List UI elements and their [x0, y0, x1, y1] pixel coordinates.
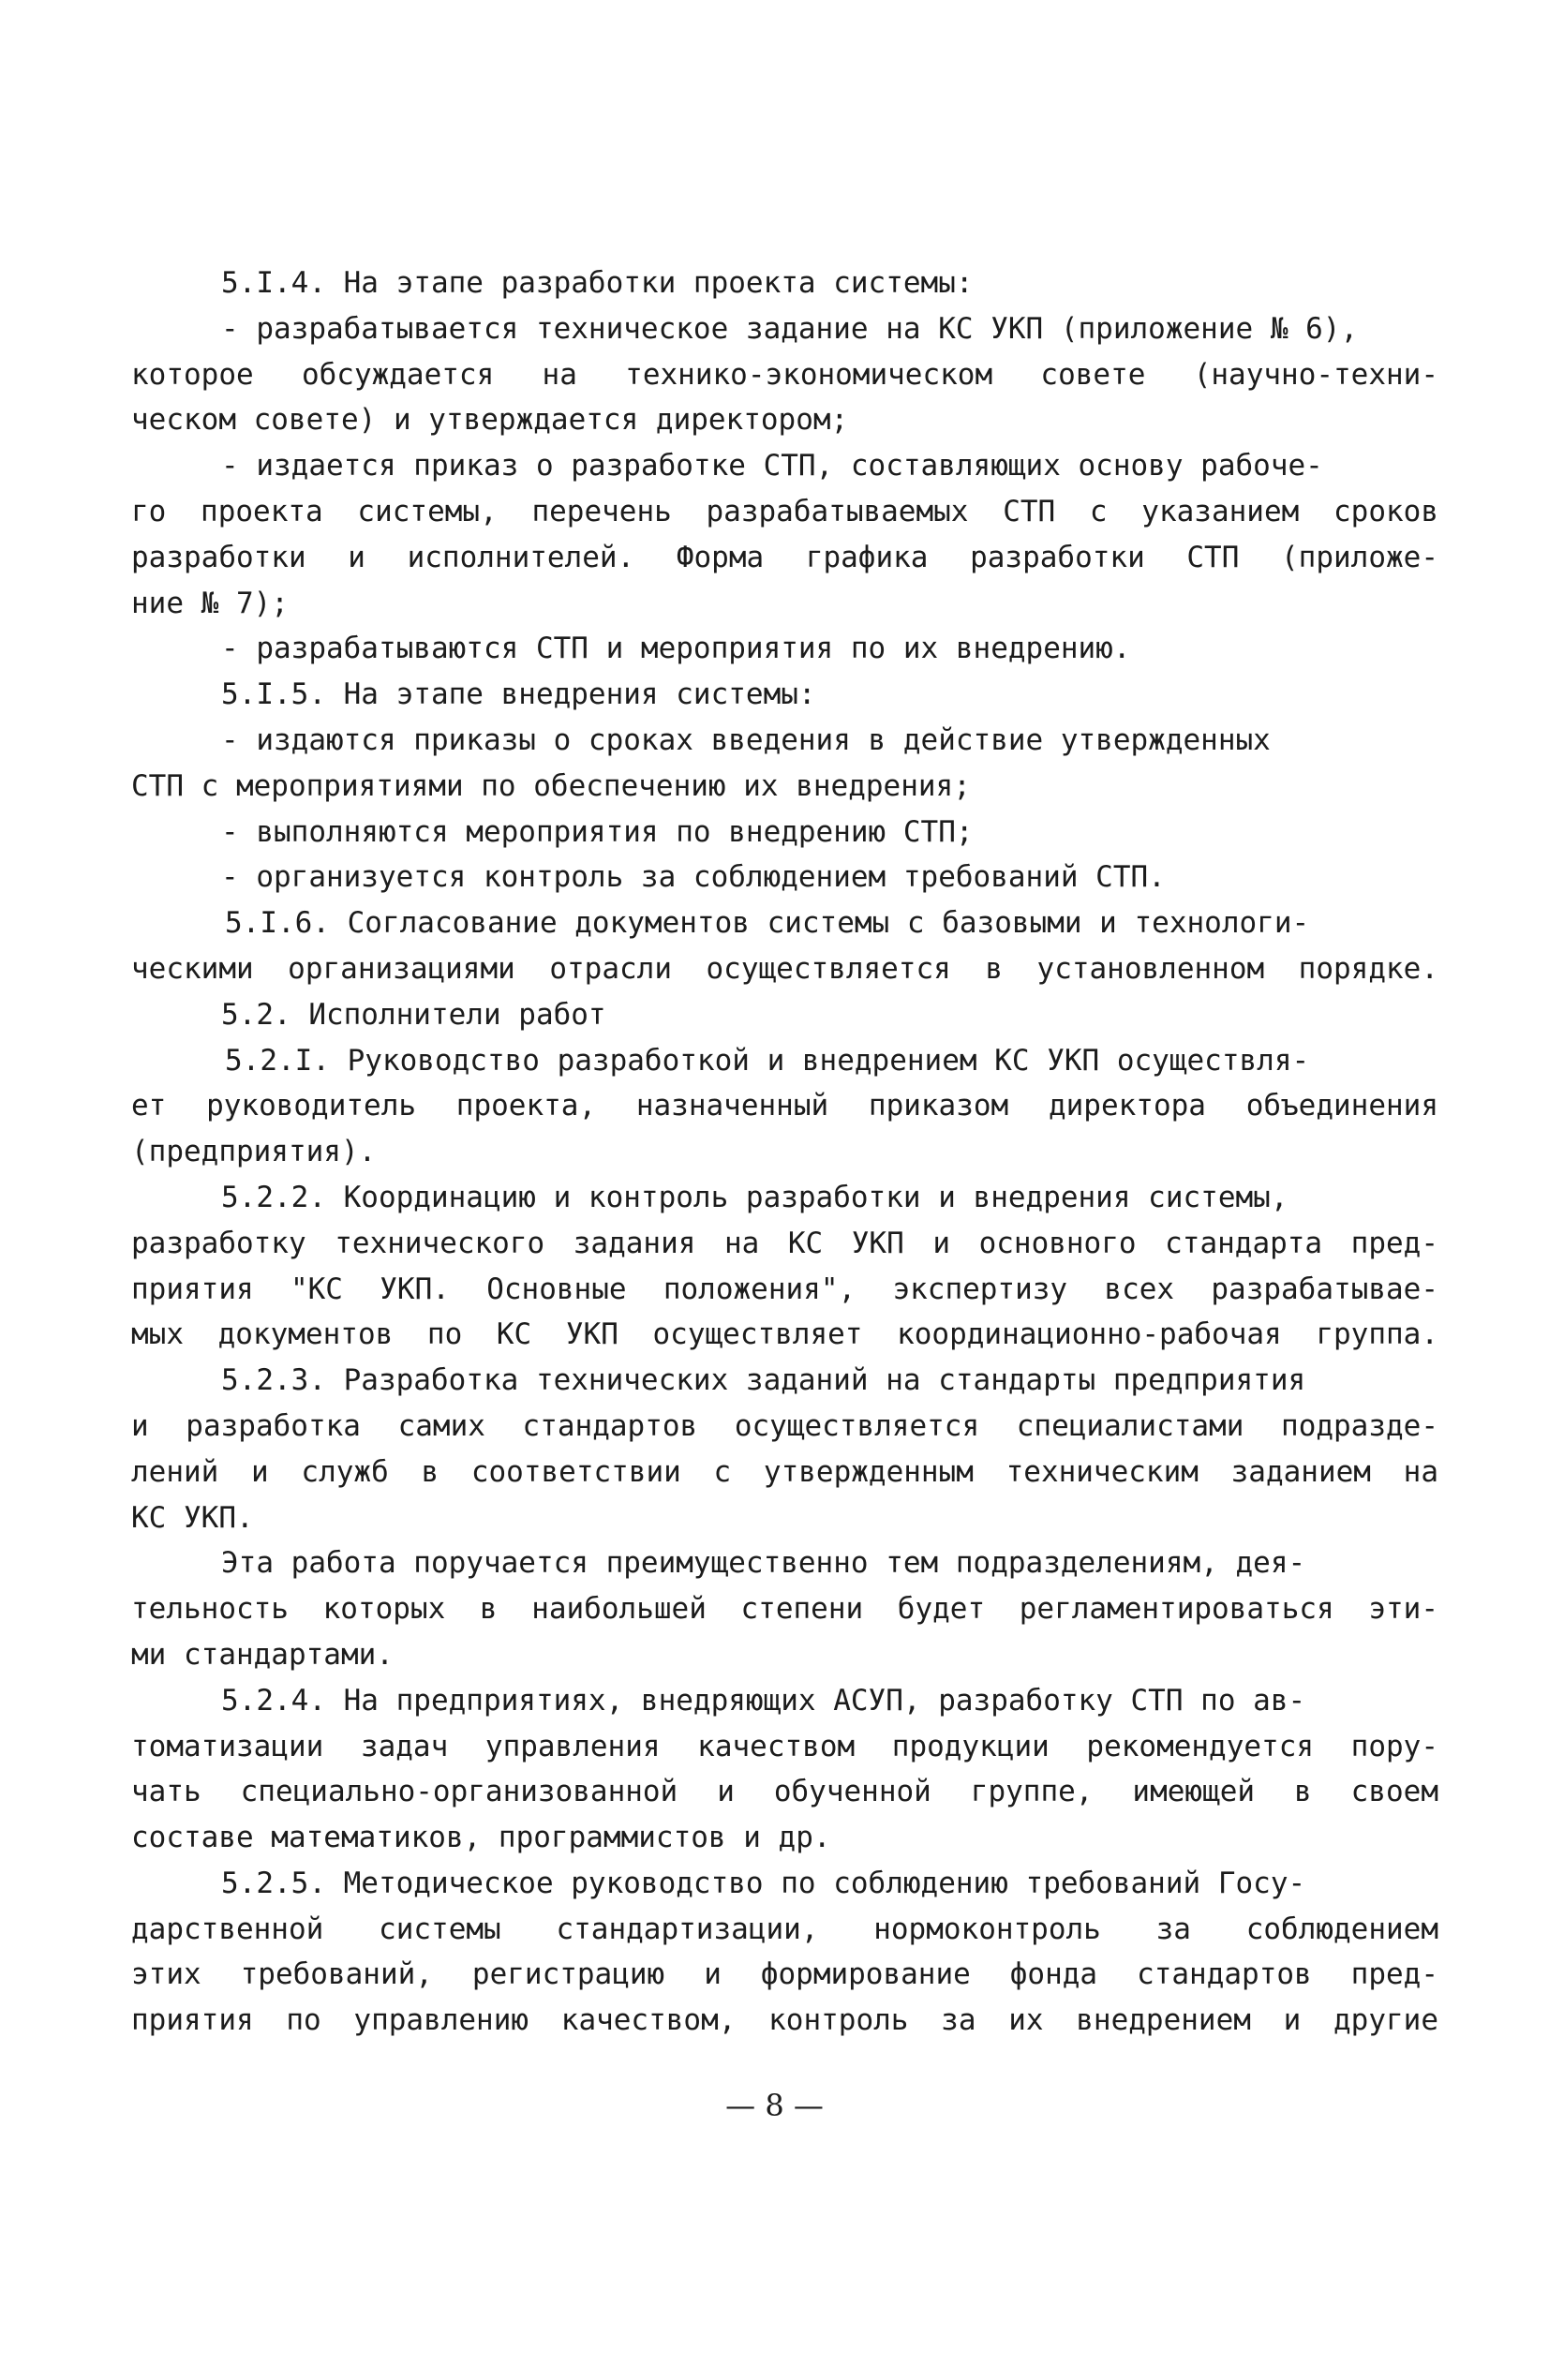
- text-line: - издается приказ о разработке СТП, составляющих основу рабоче-: [221, 449, 1323, 483]
- text-line: этих требований, регистрацию и формирование фонда стандартов пред-: [131, 1957, 1438, 1992]
- text-line: (предприятия).: [131, 1135, 377, 1169]
- section-5-1-6: 5.I.6. Согласование документов системы с базовыми и технологи-: [225, 906, 1310, 941]
- section-5-1-4-heading: 5.I.4. На этапе разработки проекта системы:: [221, 266, 974, 300]
- text-line: приятия по управлению качеством, контроль за их внедрением и другие: [131, 2003, 1438, 2038]
- section-5-2-1: 5.2.I. Руководство разработкой и внедрением КС УКП осуществля-: [225, 1043, 1310, 1078]
- text-line: ние № 7);: [131, 586, 289, 620]
- section-5-2-2: 5.2.2. Координацию и контроль разработки и внедрения системы,: [221, 1180, 1288, 1214]
- text-line: КС УКП.: [131, 1500, 254, 1535]
- page-number: — 8 —: [725, 2088, 824, 2123]
- text-line: которое обсуждается на технико-экономическом совете (научно-техни-: [131, 357, 1438, 392]
- text-line: составе математиков, программистов и др.: [131, 1821, 831, 1855]
- text-line: СТП с мероприятиями по обеспечению их внедрения;: [131, 768, 971, 803]
- section-5-2-3: 5.2.3. Разработка технических заданий на стандарты предприятия: [221, 1363, 1306, 1398]
- section-5-2-heading: 5.2. Исполнители работ: [221, 997, 606, 1032]
- text-line: ми стандартами.: [131, 1637, 394, 1672]
- text-line: - разрабатываются СТП и мероприятия по их внедрению.: [221, 632, 1131, 666]
- text-line: ет руководитель проекта, назначенный приказом директора объединения: [131, 1089, 1438, 1123]
- text-line: ческом совете) и утверждается директором;: [131, 403, 849, 438]
- text-line: - издаются приказы о сроках введения в действие утвержденных: [221, 722, 1271, 757]
- section-5-2-4: 5.2.4. На предприятиях, внедряющих АСУП, разработку СТП по ав-: [221, 1683, 1306, 1718]
- text-line: ческими организациями отрасли осуществляется в установленном порядке.: [131, 951, 1438, 986]
- text-line: тельность которых в наибольшей степени будет регламентироваться эти-: [131, 1592, 1438, 1627]
- text-line: мых документов по КС УКП осуществляет координационно-рабочая группа.: [131, 1317, 1438, 1352]
- body-text: [131, 260, 1438, 2044]
- section-5-1-5-heading: 5.I.5. На этапе внедрения системы:: [221, 677, 816, 712]
- text-line: - разрабатывается техническое задание на КС УКП (приложение № 6),: [221, 311, 1359, 346]
- text-line: приятия "КС УКП. Основные положения", экспертизу всех разрабатывае-: [131, 1272, 1438, 1306]
- text-line: го проекта системы, перечень разрабатываемых СТП с указанием сроков: [131, 494, 1438, 528]
- text-line: разработки и исполнителей. Форма графика разработки СТП (приложе-: [131, 540, 1438, 574]
- text-line: томатизации задач управления качеством продукции рекомендуется пору-: [131, 1729, 1438, 1763]
- text-line: Эта работа поручается преимущественно тем подразделениям, дея-: [221, 1546, 1306, 1581]
- section-5-2-5: 5.2.5. Методическое руководство по соблюдению требований Госу-: [221, 1866, 1306, 1900]
- text-line: лений и служб в соответствии с утвержденным техническим заданием на: [131, 1454, 1438, 1489]
- text-line: чать специально-организованной и обученной группе, имеющей в своем: [131, 1775, 1438, 1809]
- text-line: дарственной системы стандартизации, нормоконтроль за соблюдением: [131, 1911, 1438, 1946]
- text-line: - выполняются мероприятия по внедрению СТП;: [221, 814, 974, 849]
- text-line: - организуется контроль за соблюдением требований СТП.: [221, 860, 1166, 895]
- text-line: и разработка самих стандартов осуществляется специалистами подразде-: [131, 1408, 1438, 1443]
- text-line: разработку технического задания на КС УКП и основного стандарта пред-: [131, 1226, 1438, 1260]
